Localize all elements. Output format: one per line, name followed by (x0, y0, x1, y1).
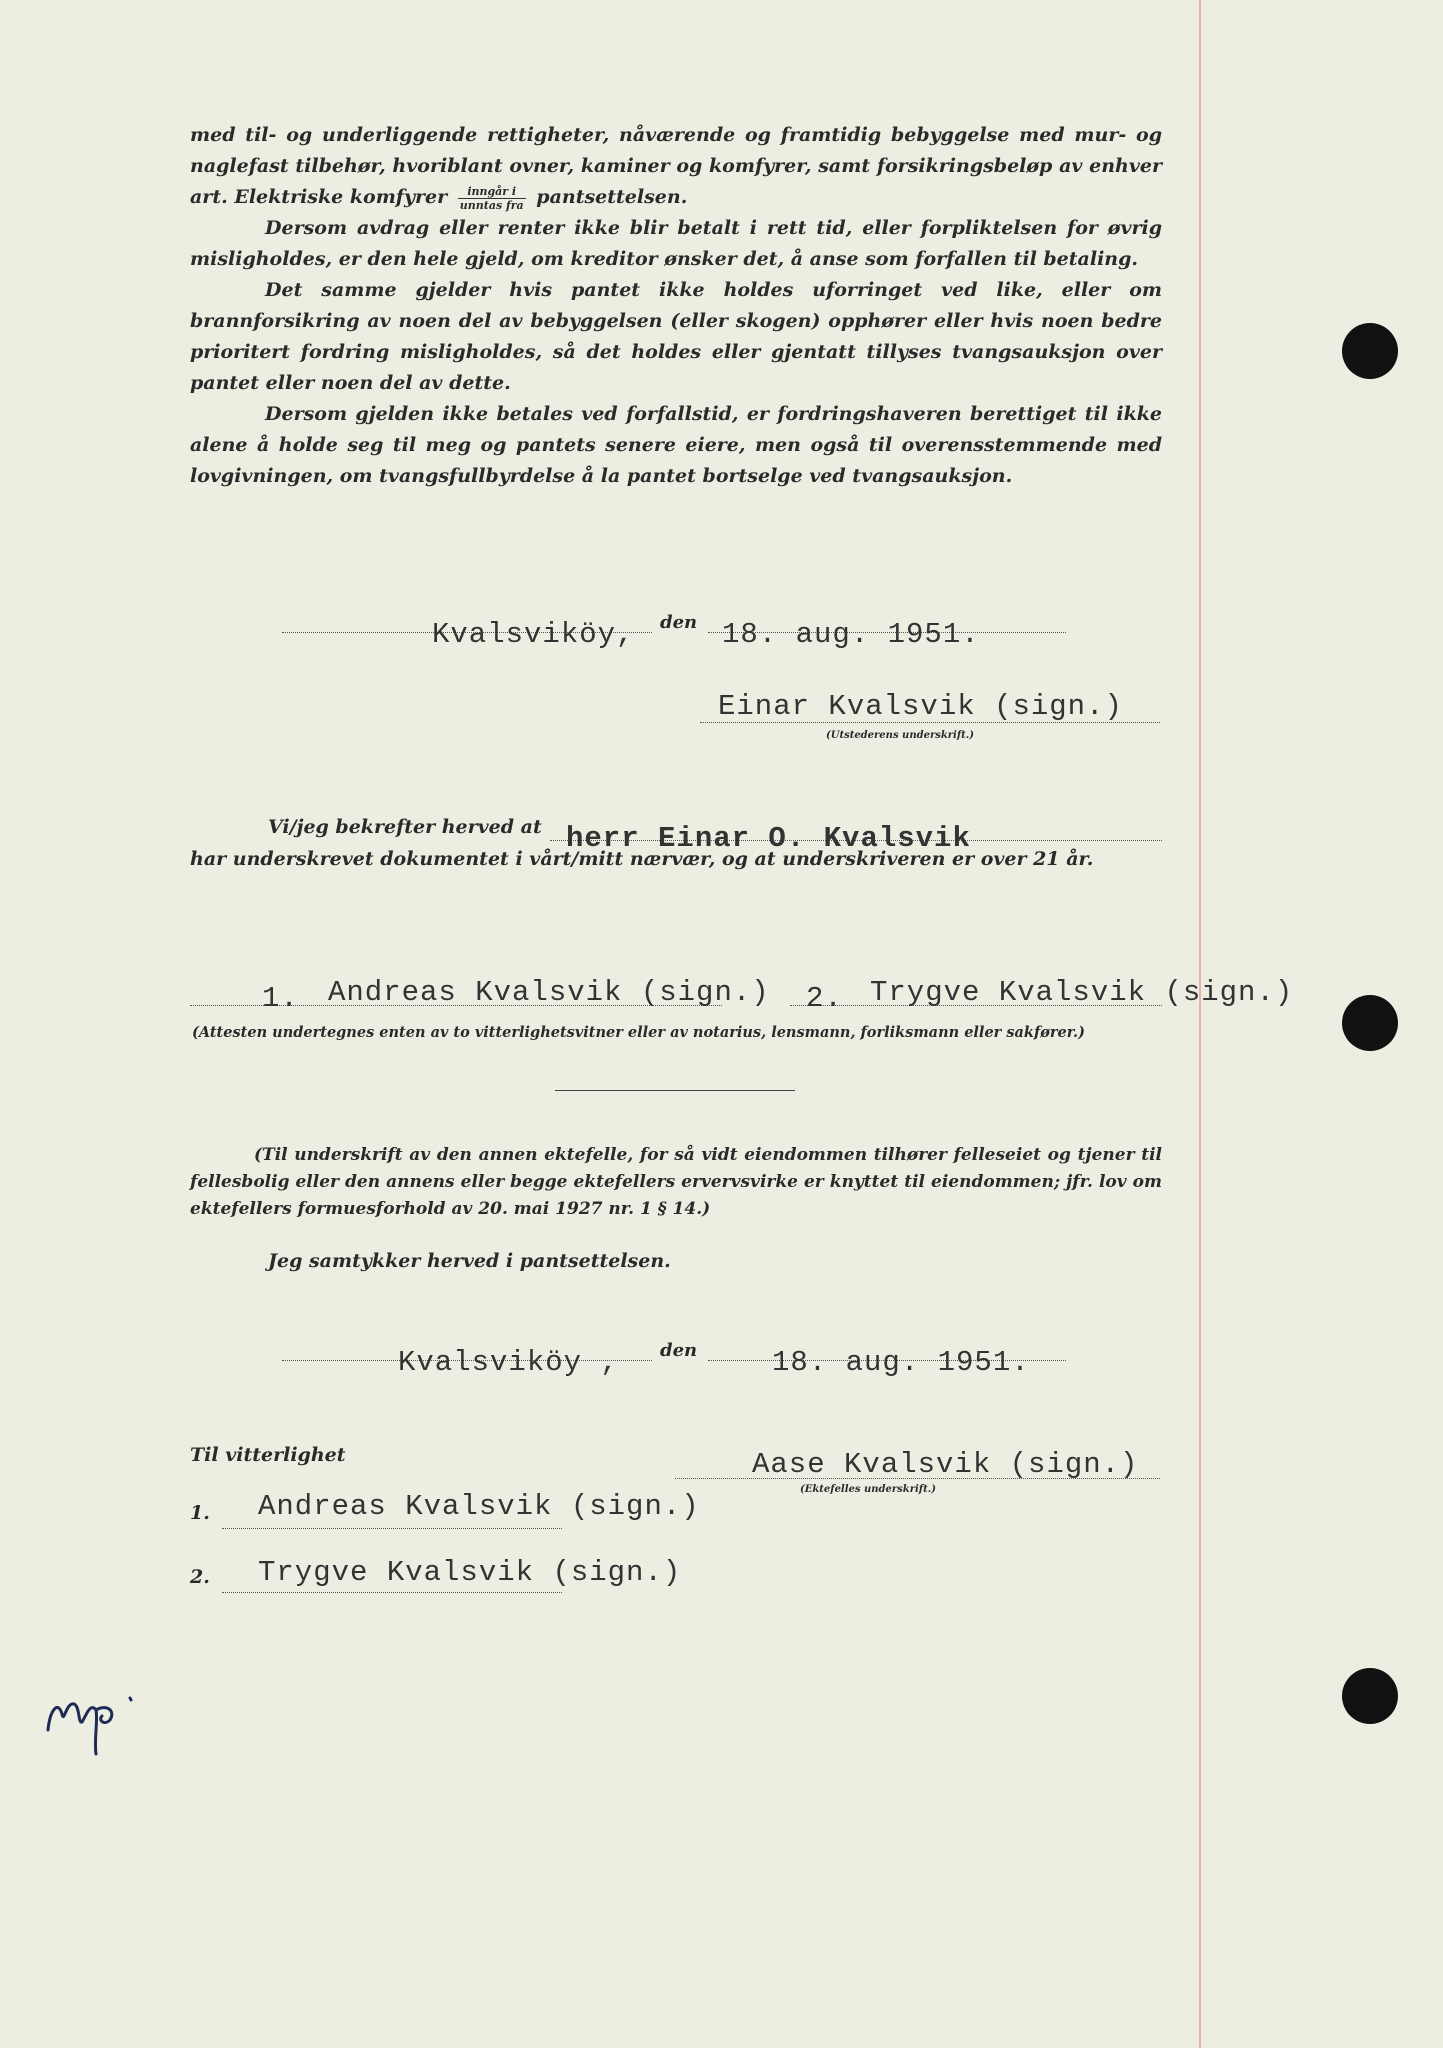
consent-w1-number: 1. (190, 1502, 210, 1524)
spouse-note: (Til underskrift av den annen ektefelle, for så vidt eiendommen tilhører felleseiet og tjener til fellesbolig eller den annens eller begge ektefellers ervervsvirke er knyttet til eiendommen; jfr. lov om ektefellers formuesforhold av 20. mai 1927 nr. 1 § 14.) (190, 1145, 1162, 1219)
clause-2: Dersom avdrag eller renter ikke blir betalt i rett tid, eller forpliktelsen for øvrig misligholdes, er den hele gjeld, om kreditor ønsker det, å anse som forfallen til betaling. (190, 217, 1162, 270)
issuer-caption: (Utstederens underskrift.) (826, 730, 974, 741)
consent-place: Kvalsviköy , (398, 1346, 619, 1379)
clauses-text (190, 120, 1162, 492)
margin-rule (1199, 0, 1201, 2048)
attest-name: herr Einar O. Kvalsvik (566, 822, 971, 855)
consent-date: 18. aug. 1951. (772, 1346, 1030, 1379)
handwritten-initials (40, 1680, 160, 1760)
den-label: den (660, 612, 698, 633)
consent-w1-signature: Andreas Kvalsvik (sign.) (258, 1490, 700, 1523)
spouse-caption: (Ektefelles underskrift.) (800, 1484, 936, 1495)
issuer-place: Kvalsviköy, (432, 618, 635, 651)
issuer-signature: Einar Kvalsvik (sign.) (718, 690, 1123, 723)
witness1-number: 1. (262, 982, 299, 1015)
attest-lead: Vi/jeg bekrefter herved at (268, 816, 542, 838)
punch-hole (1342, 1668, 1398, 1724)
witness2-number: 2. (806, 982, 843, 1015)
clause-1: med til- og underliggende rettigheter, nåværende og framtidig bebyggelse med mur- og naglefast tilbehør, hvoriblant ovner, kaminer og komfyrer, samt forsikringsbeløp av enhver art. Elektriske komfyrer $\frac{\text{inngår i}}{\text{unntas fra}}$ pantsettelsen. (190, 124, 1162, 212)
punch-hole (1342, 995, 1398, 1051)
attest-footnote: (Attesten undertegnes enten av to vitterlighetsvitner eller av notarius, lensmann, forliksmann eller sakfører.) (192, 1024, 1085, 1041)
fraction-choice: $\frac{\text{inngår i}}{\text{unntas fra}}$ (459, 184, 524, 212)
consent-w2-line (222, 1592, 562, 1593)
clause-4: Dersom gjelden ikke betales ved forfallstid, er fordringshaveren berettiget til ikke alene å holde seg til meg og pantets senere eiere, men også til overensstemmende med lovgivningen, om tvangsfullbyrdelse å la pantet bortselge ved tvangsauksjon. (190, 403, 1162, 487)
witness1-signature: Andreas Kvalsvik (sign.) (328, 976, 770, 1009)
clause-3: Det samme gjelder hvis pantet ikke holdes uforringet ved like, eller om brannforsikring av noen del av bebyggelsen (eller skogen) opphører eller hvis noen bedre prioritert fordring misligholdes, så det holdes eller gjentatt tillyses tvangsauksjon over pantet eller noen del av dette. (190, 279, 1162, 394)
witness-label: Til vitterlighet (190, 1444, 346, 1466)
witness2-signature: Trygve Kvalsvik (sign.) (870, 976, 1294, 1009)
consent-text: Jeg samtykker herved i pantsettelsen. (268, 1250, 671, 1272)
section-divider (555, 1090, 795, 1091)
spouse-signature: Aase Kvalsvik (sign.) (752, 1448, 1139, 1481)
consent-w1-line (222, 1528, 562, 1529)
consent-w2-signature: Trygve Kvalsvik (sign.) (258, 1556, 682, 1589)
consent-w2-number: 2. (190, 1566, 210, 1588)
issuer-date: 18. aug. 1951. (722, 618, 980, 651)
attest-line2: har underskrevet dokumentet i vårt/mitt nærvær, og at underskriveren er over 21 år. (190, 848, 1094, 870)
punch-hole (1342, 323, 1398, 379)
consent-den-label: den (660, 1340, 698, 1361)
